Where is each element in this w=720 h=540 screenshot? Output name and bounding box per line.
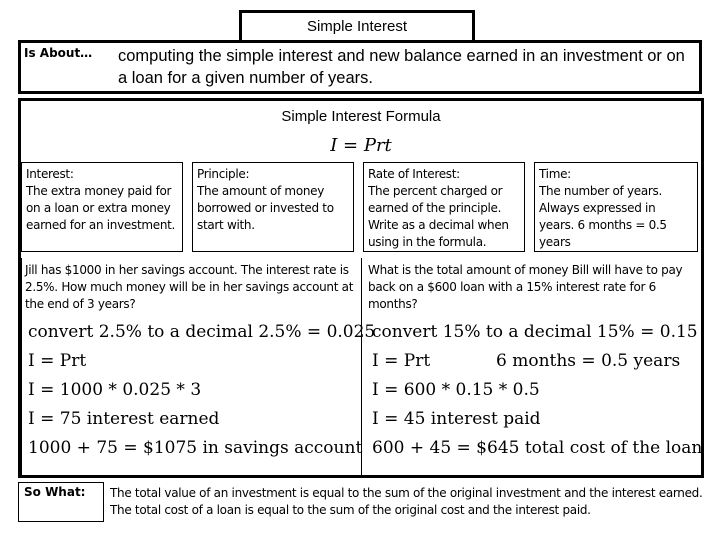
page-title: Simple Interest: [239, 10, 475, 42]
about-text: computing the simple interest and new balance earned in an investment or on a loan for a given number of years.: [118, 47, 685, 87]
formula: I = Prt: [330, 135, 392, 156]
example-left-step: I = 75 interest earned: [28, 409, 220, 429]
definition-term: Interest:: [26, 167, 74, 181]
example-right-step: I = 45 interest paid: [372, 409, 541, 429]
example-left-step: I = Prt: [28, 351, 87, 371]
so-what-line: The total value of an investment is equal to the sum of the original investment and the interest earned.: [110, 486, 703, 500]
example-right-step: convert 15% to a decimal 15% = 0.15: [372, 322, 698, 342]
example-right-step: 600 + 45 = $645 total cost of the loan: [372, 438, 703, 458]
example-right-step: I = Prt: [372, 351, 431, 371]
so-what-text: [110, 485, 703, 519]
so-what-line: The total cost of a loan is equal to the sum of the original cost and the interest paid.: [110, 503, 591, 517]
definition-text: The extra money paid for on a loan or extra money earned for an investment.: [26, 184, 176, 232]
formula-title: Simple Interest Formula: [281, 108, 441, 125]
left-border: [21, 258, 22, 476]
definition-text: The amount of money borrowed or invested to start with.: [197, 184, 334, 232]
definition-rate: [363, 162, 525, 252]
example-left-step: 1000 + 75 = $1075 in savings account: [28, 438, 363, 458]
example-left-step: convert 2.5% to a decimal 2.5% = 0.025: [28, 322, 376, 342]
about-label: Is About…: [24, 46, 93, 60]
definition-time: [534, 162, 698, 252]
definition-term: Principle:: [197, 167, 250, 181]
example-left-step: I = 1000 * 0.025 * 3: [28, 380, 202, 400]
example-right-problem: What is the total amount of money Bill will have to pay back on a $600 loan with a 15% interest rate for 6 months?: [368, 263, 683, 311]
example-right-step: I = 600 * 0.15 * 0.5: [372, 380, 540, 400]
definition-principle: [192, 162, 354, 252]
definition-term: Time:: [539, 167, 571, 181]
definition-term: Rate of Interest:: [368, 167, 460, 181]
definition-interest: [21, 162, 183, 252]
so-what-label: So What:: [24, 485, 86, 499]
example-left-problem: Jill has $1000 in her savings account. The interest rate is 2.5%. How much money will be in her savings account at the end of 3 years?: [25, 263, 354, 311]
definition-text: The percent charged or earned of the principle. Write as a decimal when using in the formula.: [368, 184, 509, 249]
example-right-step: 6 months = 0.5 years: [496, 351, 681, 371]
definition-text: The number of years. Always expressed in years. 6 months = 0.5 years: [539, 184, 667, 249]
